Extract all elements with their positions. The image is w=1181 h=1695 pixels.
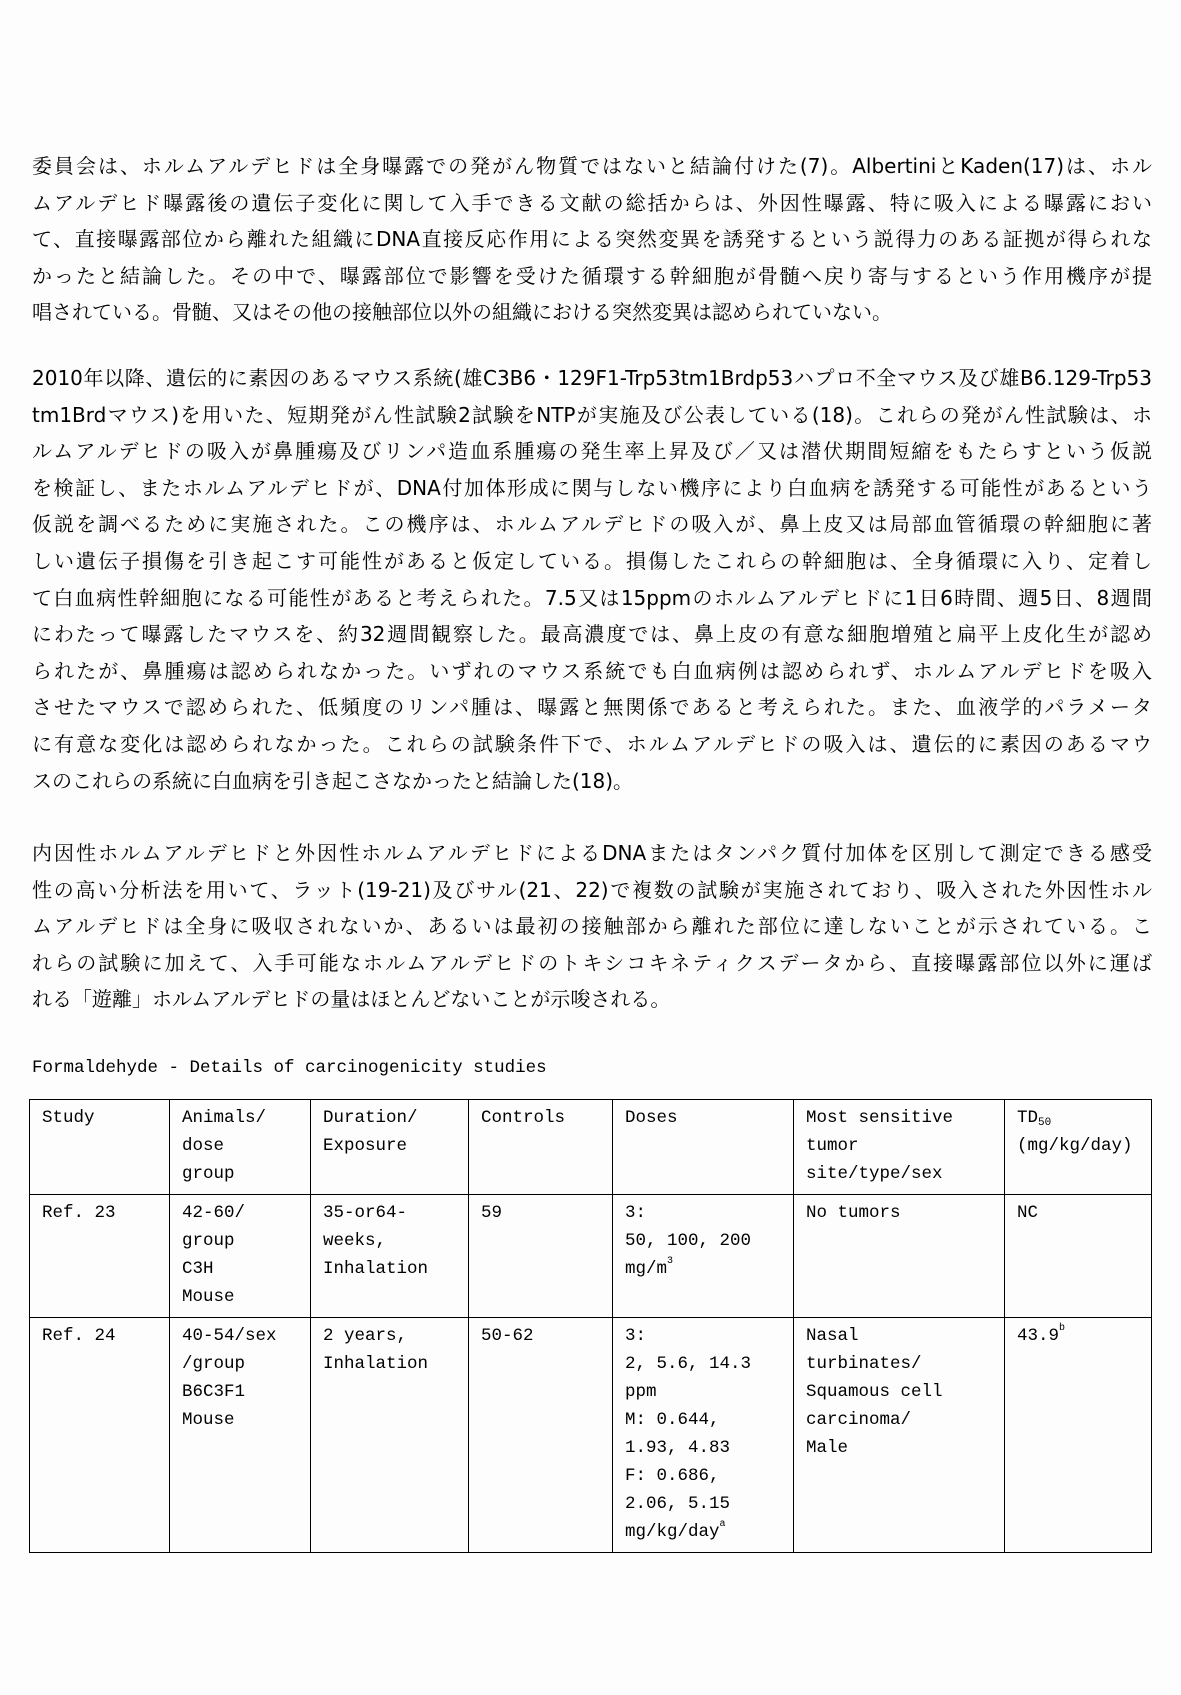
cell-text: M: 0.644,: [625, 1410, 720, 1430]
cell-text: Exposure: [323, 1136, 408, 1156]
cell-line: [182, 1322, 298, 1350]
paragraph-line: かったと結論した。その中で、曝露部位で影響を受けた循環する幹細胞が骨髄へ戻り寄与するという作用機序が提: [32, 263, 1152, 288]
paragraph-line: tm1Brdマウス)を用いた、短期発がん性試験2試験をNTPが実施及び公表している(18)。これらの発がん性試験は、ホ: [32, 402, 1152, 427]
paragraph-line: 性の高い分析法を用いて、ラット(19-21)及びサル(21、22)で複数の試験が実施されており、吸入された外因性ホル: [32, 877, 1152, 902]
cell-text: 2 years,: [323, 1326, 408, 1346]
cell-line: [625, 1434, 781, 1462]
cell-text: turbinates/: [806, 1354, 922, 1374]
cell-line: [182, 1199, 298, 1227]
cell-line: [182, 1160, 298, 1188]
cell-text: 3:: [625, 1326, 647, 1346]
cell-line: [323, 1104, 456, 1132]
cell-text: Most sensitive: [806, 1108, 954, 1128]
cell-line: [625, 1255, 781, 1283]
paragraph-line: られたが、鼻腫瘍は認められなかった。いずれのマウス系統でも白血病例は認められず、ホルムアルデヒドを吸入: [32, 658, 1152, 683]
cell-text: 50-62: [481, 1326, 534, 1346]
cell-line: [182, 1406, 298, 1434]
superscript: b: [1059, 1323, 1066, 1334]
header-cell: [1005, 1100, 1152, 1195]
paragraph-line: 仮説を調べるために実施された。この機序は、ホルムアルデヒドの吸入が、鼻上皮又は局部血管循環の幹細胞に著: [32, 512, 1152, 537]
cell-line: [625, 1490, 781, 1518]
cell-line: [481, 1104, 600, 1132]
table-cell: [311, 1318, 469, 1553]
cell-line: [806, 1104, 992, 1132]
cell-line: [42, 1104, 157, 1132]
cell-line: [182, 1378, 298, 1406]
cell-line: [625, 1462, 781, 1490]
cell-text: Inhalation: [323, 1259, 429, 1279]
cell-text: Study: [42, 1108, 95, 1128]
cell-line: [323, 1227, 456, 1255]
cell-text: TD: [1017, 1108, 1039, 1128]
cell-line: [806, 1160, 992, 1188]
table-cell: [170, 1318, 311, 1553]
cell-text: group: [182, 1164, 235, 1184]
table-caption: Formaldehyde - Details of carcinogenicity studies: [32, 1058, 547, 1078]
table-header-row: [30, 1100, 1152, 1195]
cell-line: [625, 1227, 781, 1255]
cell-line: [323, 1132, 456, 1160]
cell-text: mg/m: [625, 1259, 668, 1279]
cell-line: [323, 1255, 456, 1283]
cell-text: 40-54/sex: [182, 1326, 277, 1346]
cell-text: 2.06, 5.15: [625, 1494, 731, 1514]
cell-line: [182, 1283, 298, 1311]
table-cell: [794, 1195, 1005, 1318]
cell-line: [481, 1199, 600, 1227]
cell-text: ppm: [625, 1382, 657, 1402]
cell-line: [182, 1255, 298, 1283]
paragraph-line: しい遺伝子損傷を引き起こす可能性があると仮定している。損傷したこれらの幹細胞は、全身循環に入り、定着し: [32, 548, 1152, 573]
cell-text: Animals/: [182, 1108, 267, 1128]
cell-line: [182, 1227, 298, 1255]
cell-text: Inhalation: [323, 1354, 429, 1374]
cell-text: (mg/kg/day): [1017, 1136, 1133, 1156]
cell-line: [806, 1378, 992, 1406]
table-cell: [469, 1195, 613, 1318]
cell-line: [323, 1350, 456, 1378]
table-cell: [1005, 1195, 1152, 1318]
paragraph-line: させたマウスで認められた、低頻度のリンパ腫は、曝露と無関係であると考えられた。また、血液学的パラメータ: [32, 695, 1152, 720]
cell-line: [182, 1350, 298, 1378]
superscript: a: [719, 1519, 726, 1530]
paragraph-line: 内因性ホルムアルデヒドと外因性ホルムアルデヒドによるDNAまたはタンパク質付加体を区別して測定できる感受: [32, 841, 1152, 865]
cell-line: [806, 1350, 992, 1378]
cell-line: [806, 1132, 992, 1160]
table-cell: [613, 1195, 794, 1318]
cell-text: Squamous cell: [806, 1382, 943, 1402]
cell-text: Mouse: [182, 1287, 235, 1307]
cell-line: [806, 1199, 992, 1227]
cell-line: [806, 1322, 992, 1350]
paragraph-3: [32, 835, 1152, 1018]
cell-line: [625, 1322, 781, 1350]
cell-text: dose: [182, 1136, 225, 1156]
cell-line: [1017, 1322, 1139, 1350]
cell-text: B6C3F1: [182, 1382, 246, 1402]
cell-text: /group: [182, 1354, 246, 1374]
cell-text: Ref. 23: [42, 1203, 116, 1223]
paragraph-line: を検証し、またホルムアルデヒドが、DNA付加体形成に関与しない機序により白血病を誘発する可能性があるという: [32, 475, 1152, 500]
cell-text: 2, 5.6, 14.3: [625, 1354, 752, 1374]
cell-text: No tumors: [806, 1203, 901, 1223]
cell-line: [42, 1199, 157, 1227]
table-cell: [170, 1195, 311, 1318]
paragraph-line: ルムアルデヒドの吸入が鼻腫瘍及びリンパ造血系腫瘍の発生率上昇及び／又は潜伏期間短縮をもたらすという仮説: [32, 439, 1152, 464]
cell-text: Duration/: [323, 1108, 418, 1128]
header-cell: [30, 1100, 170, 1195]
header-cell: [794, 1100, 1005, 1195]
paragraph-line: 委員会は、ホルムアルデヒドは全身曝露での発がん物質ではないと結論付けた(7)。AlbertiniとKaden(17)は、ホル: [32, 154, 1152, 178]
cell-line: [625, 1378, 781, 1406]
paragraph-line: て白血病性幹細胞になる可能性があると考えられた。7.5又は15ppmのホルムアルデヒドに1日6時間、週5日、8週間: [32, 585, 1152, 610]
paragraph-line: スのこれらの系統に白血病を引き起こさなかったと結論した(18)。: [32, 768, 634, 793]
cell-text: Controls: [481, 1108, 566, 1128]
paragraph-line: 唱されている。骨髄、又はその他の接触部位以外の組織における突然変異は認められていない。: [32, 300, 892, 325]
cell-line: [323, 1322, 456, 1350]
cell-text: Ref. 24: [42, 1326, 116, 1346]
cell-text: Male: [806, 1438, 849, 1458]
paragraph-line: ムアルデヒドは全身に吸収されないか、あるいは最初の接触部から離れた部位に達しないことが示されている。こ: [32, 914, 1152, 939]
cell-line: [625, 1104, 781, 1132]
cell-line: [1017, 1199, 1139, 1227]
cell-text: 42-60/: [182, 1203, 246, 1223]
table-row: [30, 1318, 1152, 1553]
cell-text: Nasal: [806, 1326, 859, 1346]
cell-text: mg/kg/day: [625, 1522, 720, 1542]
paragraph-line: にわたって曝露したマウスを、約32週間観察した。最高濃度では、鼻上皮の有意な細胞増殖と扁平上皮化生が認め: [32, 622, 1152, 647]
header-cell: [311, 1100, 469, 1195]
cell-text: 1.93, 4.83: [625, 1438, 731, 1458]
carcinogenicity-studies-table: [29, 1099, 1152, 1553]
paragraph-1: [32, 148, 1152, 331]
cell-text: 43.9: [1017, 1326, 1060, 1346]
header-cell: [170, 1100, 311, 1195]
cell-line: [1017, 1104, 1139, 1132]
cell-text: 3:: [625, 1203, 647, 1223]
table-cell: [30, 1318, 170, 1553]
cell-line: [806, 1434, 992, 1462]
cell-text: NC: [1017, 1203, 1039, 1223]
cell-line: [625, 1518, 781, 1546]
header-cell: [613, 1100, 794, 1195]
cell-line: [182, 1132, 298, 1160]
cell-line: [42, 1322, 157, 1350]
cell-line: [806, 1406, 992, 1434]
cell-text: 59: [481, 1203, 503, 1223]
paragraph-line: れる「遊離」ホルムアルデヒドの量はほとんどないことが示唆される。: [32, 987, 671, 1012]
table-cell: [794, 1318, 1005, 1553]
paragraph-line: に有意な変化は認められなかった。これらの試験条件下で、ホルムアルデヒドの吸入は、遺伝的に素因のあるマウ: [32, 731, 1152, 756]
table-cell: [613, 1318, 794, 1553]
cell-text: 50, 100, 200: [625, 1231, 752, 1251]
cell-text: Doses: [625, 1108, 678, 1128]
paragraph-line: ムアルデヒド曝露後の遺伝子変化に関して入手できる文献の総括からは、外因性曝露、特に吸入による曝露におい: [32, 190, 1152, 215]
cell-text: C3H: [182, 1259, 214, 1279]
cell-line: [182, 1104, 298, 1132]
cell-line: [481, 1322, 600, 1350]
table-cell: [469, 1318, 613, 1553]
header-cell: [469, 1100, 613, 1195]
table-cell: [311, 1195, 469, 1318]
cell-text: tumor: [806, 1136, 859, 1156]
cell-line: [625, 1199, 781, 1227]
cell-line: [625, 1350, 781, 1378]
table-cell: [30, 1195, 170, 1318]
superscript: 3: [667, 1256, 674, 1267]
cell-text: site/type/sex: [806, 1164, 943, 1184]
paragraph-line: 2010年以降、遺伝的に素因のあるマウス系統(雄C3B6・129F1-Trp53tm1Brdp53ハプロ不全マウス及び雄B6.129-Trp53: [32, 366, 1152, 390]
paragraph-line: れらの試験に加えて、入手可能なホルムアルデヒドのトキシコキネティクスデータから、直接曝露部位以外に運ば: [32, 950, 1152, 975]
cell-text: 35-or64-: [323, 1203, 408, 1223]
cell-text: group: [182, 1231, 235, 1251]
cell-line: [1017, 1132, 1139, 1160]
cell-text: carcinoma/: [806, 1410, 912, 1430]
paragraph-line: て、直接曝露部位から離れた組織にDNA直接反応作用による突然変異を誘発するという説得力のある証拠が得られな: [32, 227, 1152, 252]
cell-line: [625, 1406, 781, 1434]
cell-text: Mouse: [182, 1410, 235, 1430]
table-row: [30, 1195, 1152, 1318]
table-cell: [1005, 1318, 1152, 1553]
cell-text: F: 0.686,: [625, 1466, 720, 1486]
subscript: 50: [1038, 1117, 1052, 1129]
paragraph-2: [32, 360, 1152, 799]
cell-text: weeks,: [323, 1231, 387, 1251]
cell-line: [323, 1199, 456, 1227]
